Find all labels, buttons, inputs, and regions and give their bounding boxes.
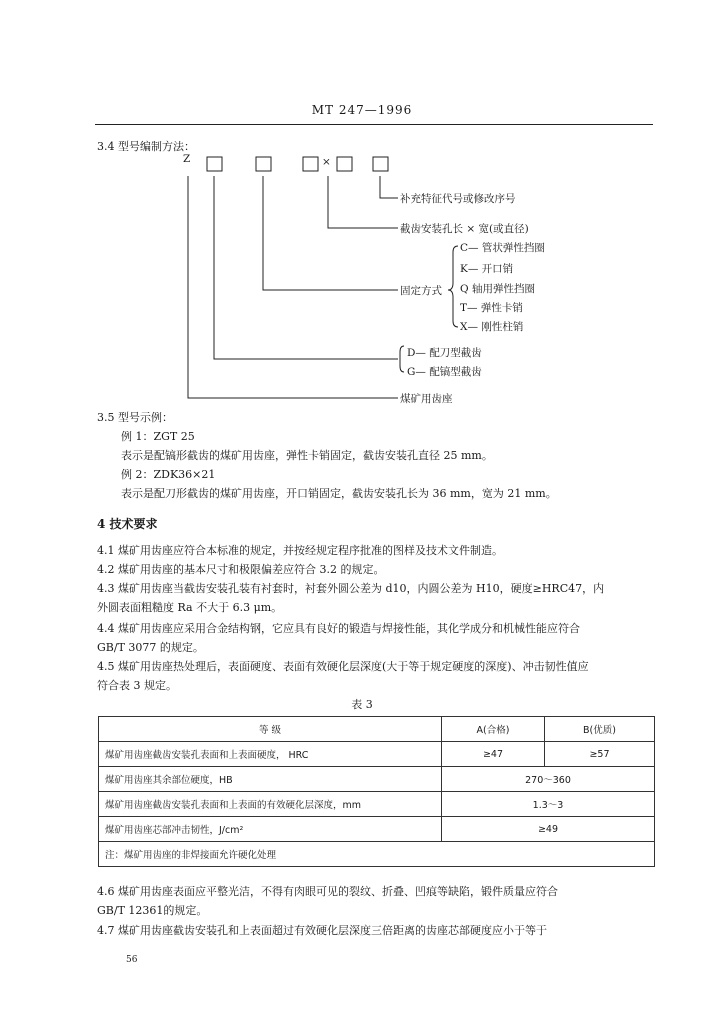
line-fix xyxy=(263,176,398,290)
code-box-supp xyxy=(373,157,388,171)
code-box-width xyxy=(337,157,352,171)
table-row xyxy=(99,767,655,792)
table-row xyxy=(99,817,655,842)
table-header-row xyxy=(99,717,655,742)
page-number: 56 xyxy=(126,955,138,965)
standard-number-header: MT 247—1996 xyxy=(311,103,413,117)
line-main xyxy=(188,176,398,398)
row-value-b: ≥57 xyxy=(545,742,655,767)
line-size xyxy=(328,176,398,228)
para-4-4-line1: 4.4 煤矿用齿座应采用合金结构钢，它应具有良好的锻造与焊接性能，其化学成分和机械性能应符合 xyxy=(97,622,580,635)
row-label: 煤矿用齿座其余部位硬度，HB xyxy=(99,767,442,792)
row-value-a: ≥47 xyxy=(442,742,545,767)
fix-item-c: C— 管状弹性挡圈 xyxy=(460,242,545,254)
type-item-d: D— 配刀型截齿 xyxy=(407,347,482,359)
row-value-ab: 270～360 xyxy=(442,767,655,792)
label-hole-size: 截齿安装孔长 × 宽(或直径) xyxy=(400,223,529,235)
section-3-4-heading: 3.4 型号编制方法： xyxy=(97,140,195,153)
header-grade: 等 级 xyxy=(99,717,442,742)
table-3 xyxy=(98,716,655,867)
type-item-g: G— 配镐型截齿 xyxy=(407,366,482,378)
example-2-text: 表示是配刀形截齿的煤矿用齿座，开口销固定，截齿安装孔长为 36 mm，宽为 21 mm。 xyxy=(121,487,557,500)
model-code-diagram xyxy=(0,0,724,410)
table-row xyxy=(99,742,655,767)
example-1-text: 表示是配镐形截齿的煤矿用齿座，弹性卡销固定，截齿安装孔直径 25 mm。 xyxy=(121,449,493,462)
code-box-type xyxy=(207,157,222,171)
para-4-5-line1: 4.5 煤矿用齿座热处理后，表面硬度、表面有效硬化层深度(大于等于规定硬度的深度)、冲击韧性值应 xyxy=(97,660,589,673)
section-3-5-heading: 3.5 型号示例： xyxy=(97,411,173,424)
label-fixing-method: 固定方式 xyxy=(400,285,442,297)
fix-item-q: Q 轴用弹性挡圈 xyxy=(460,283,535,295)
label-supplement-code: 补充特征代号或修改序号 xyxy=(400,193,516,205)
para-4-6-line1: 4.6 煤矿用齿座表面应平整光洁，不得有肉眼可见的裂纹、折叠、凹痕等缺陷，锻件质量应符合 xyxy=(97,885,558,898)
table-3-caption: 表 3 xyxy=(351,698,373,711)
para-4-2: 4.2 煤矿用齿座的基本尺寸和极限偏差应符合 3.2 的规定。 xyxy=(97,563,385,576)
brace-type xyxy=(400,346,404,372)
section-4-heading: 4 技术要求 xyxy=(97,517,158,531)
para-4-3-line1: 4.3 煤矿用齿座当截齿安装孔装有衬套时，衬套外圆公差为 d10，内圆公差为 H10，硬度≥HRC47，内 xyxy=(97,582,605,595)
table-note: 注：煤矿用齿座的非焊接面允许硬化处理 xyxy=(99,842,655,867)
table-row xyxy=(99,792,655,817)
code-box-length xyxy=(303,157,318,171)
table-note-row xyxy=(99,842,655,867)
row-value-ab: ≥49 xyxy=(442,817,655,842)
line-type xyxy=(214,176,398,359)
label-coal-mine-holder: 煤矿用齿座 xyxy=(400,393,453,405)
para-4-4-line2: GB/T 3077 的规定。 xyxy=(97,641,204,654)
fix-item-t: T— 弹性卡销 xyxy=(460,302,523,314)
z-letter: Z xyxy=(183,153,191,165)
row-label: 煤矿用齿座截齿安装孔表面和上表面的有效硬化层深度，mm xyxy=(99,792,442,817)
code-box-fix xyxy=(256,157,271,171)
example-1-title: 例 1：ZGT 25 xyxy=(121,430,195,443)
row-label: 煤矿用齿座截齿安装孔表面和上表面硬度， HRC xyxy=(99,742,442,767)
line-supp xyxy=(380,176,398,198)
header-grade-a: A(合格) xyxy=(442,717,545,742)
para-4-6-line2: GB/T 12361的规定。 xyxy=(97,904,208,917)
fix-item-k: K— 开口销 xyxy=(460,263,514,275)
para-4-7-line1: 4.7 煤矿用齿座截齿安装孔和上表面超过有效硬化层深度三倍距离的齿座芯部硬度应小于等于 xyxy=(97,924,547,937)
para-4-5-line2: 符合表 3 规定。 xyxy=(97,679,177,692)
fix-item-x: X— 刚性柱销 xyxy=(460,321,524,333)
times-sign: × xyxy=(322,156,331,168)
para-4-3-line2: 外圆表面粗糙度 Ra 不大于 6.3 μm。 xyxy=(97,601,283,614)
header-grade-b: B(优质) xyxy=(545,717,655,742)
example-2-title: 例 2：ZDK36×21 xyxy=(121,468,216,481)
row-label: 煤矿用齿座芯部冲击韧性，J/cm² xyxy=(99,817,442,842)
brace-fix xyxy=(448,246,458,327)
para-4-1: 4.1 煤矿用齿座应符合本标准的规定，并按经规定程序批准的图样及技术文件制造。 xyxy=(97,544,503,557)
row-value-ab: 1.3～3 xyxy=(442,792,655,817)
